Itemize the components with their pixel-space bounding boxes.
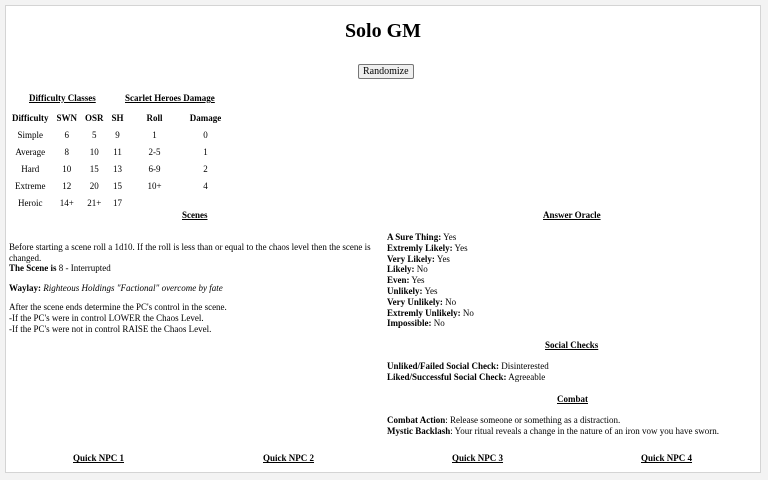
oracle-list — [387, 232, 757, 329]
combat-heading: Combat — [557, 394, 588, 404]
combat-section — [387, 415, 757, 437]
oracle-label: Unlikely: — [387, 285, 423, 296]
quick-npc-2-link[interactable]: Quick NPC 2 — [263, 453, 315, 463]
table-row — [8, 143, 230, 160]
oracle-label: Very Unlikely: — [387, 296, 443, 307]
oracle-value: No — [445, 296, 457, 307]
scene-value: 8 - Interrupted — [58, 263, 111, 274]
table-cell: Simple — [17, 129, 43, 140]
oracle-label: Impossible: — [387, 318, 432, 329]
oracle-item — [387, 254, 757, 265]
oracle-value: No — [462, 307, 474, 318]
table-cell: 2-5 — [148, 146, 161, 157]
table-cell: 1 — [203, 146, 208, 157]
oracle-value: Yes — [436, 253, 450, 264]
col-gap — [128, 194, 136, 211]
after-scene-raise: -If the PC's were not in control RAISE the Chaos Level. — [9, 323, 212, 334]
combat-action-label: Combat Action — [387, 415, 446, 425]
quick-npc-1-link[interactable]: Quick NPC 1 — [73, 453, 125, 463]
table-cell: 17 — [113, 197, 123, 208]
table-cell — [136, 194, 174, 211]
col-gap — [128, 126, 136, 143]
table-cell: 4 — [203, 180, 208, 191]
col-gap — [174, 143, 182, 160]
table-cell: Average — [15, 146, 46, 157]
scarlet-heroes-damage-heading: Scarlet Heroes Damage — [125, 93, 215, 103]
social-failed-label: Unliked/Failed Social Check: — [387, 361, 500, 371]
oracle-label: Likely: — [387, 264, 415, 275]
after-scene-text: After the scene ends determine the PC's control in the scene. — [9, 302, 227, 313]
table-header-row — [8, 109, 230, 126]
oracle-value: Yes — [424, 285, 438, 296]
col-header: OSR — [85, 112, 104, 123]
page-title: Solo GM — [344, 20, 422, 42]
quick-npc-4-link[interactable]: Quick NPC 4 — [641, 453, 693, 463]
scenes-heading: Scenes — [182, 210, 208, 220]
table-cell: 15 — [89, 163, 99, 174]
oracle-label: Extremly Unlikely: — [387, 307, 461, 318]
col-gap — [174, 177, 182, 194]
waylay — [9, 283, 381, 294]
oracle-item — [387, 286, 757, 297]
oracle-label: Even: — [387, 275, 410, 286]
oracle-value: Yes — [454, 242, 468, 253]
table-cell: Hard — [21, 163, 40, 174]
oracle-item — [387, 308, 757, 319]
table-cell — [182, 194, 230, 211]
answer-oracle-heading: Answer Oracle — [543, 210, 601, 220]
table-cell: 15 — [113, 180, 123, 191]
combat-action — [387, 415, 757, 426]
table-cell: 5 — [92, 129, 97, 140]
waylay-label: Waylay: — [9, 282, 42, 293]
col-gap — [128, 160, 136, 177]
oracle-label: A Sure Thing: — [387, 232, 442, 242]
social-failed — [387, 361, 757, 372]
table-cell: 8 — [64, 146, 69, 157]
col-gap — [174, 126, 182, 143]
table-cell: 2 — [203, 163, 208, 174]
table-cell: Extreme — [15, 180, 46, 191]
oracle-item — [387, 243, 757, 254]
social-checks-heading: Social Checks — [545, 340, 599, 350]
oracle-item — [387, 264, 757, 275]
table-cell: 10+ — [147, 180, 162, 191]
col-header: Roll — [146, 112, 163, 123]
table-cell: 11 — [113, 146, 122, 157]
table-row — [8, 194, 230, 211]
oracle-value: No — [416, 264, 428, 275]
social-failed-value: Disinterested — [501, 361, 549, 371]
table-cell: 10 — [62, 163, 72, 174]
difficulty-classes-heading: Difficulty Classes — [29, 93, 96, 103]
social-success — [387, 372, 757, 383]
after-scene-lower: -If the PC's were in control LOWER the Chaos Level. — [9, 312, 204, 323]
table-cell: 9 — [115, 129, 120, 140]
oracle-label: Extremly Likely: — [387, 242, 453, 253]
col-gap — [128, 143, 136, 160]
scene-label: The Scene is — [9, 263, 57, 274]
table-row — [8, 126, 230, 143]
table-cell: Heroic — [18, 197, 43, 208]
table-cell: 20 — [89, 180, 99, 191]
col-gap — [174, 109, 182, 126]
col-gap — [174, 160, 182, 177]
oracle-value: No — [433, 318, 445, 329]
oracle-value: Yes — [443, 232, 457, 242]
table-row — [8, 177, 230, 194]
social-section — [387, 361, 757, 383]
social-success-value: Agreeable — [508, 371, 546, 382]
col-header: SWN — [56, 112, 78, 123]
col-header: Difficulty — [12, 112, 49, 123]
table-cell: 12 — [62, 180, 72, 191]
table-cell: 1 — [152, 129, 157, 140]
oracle-value: Yes — [411, 275, 425, 286]
table-cell: 0 — [203, 129, 208, 140]
col-header: SH — [111, 112, 124, 123]
social-success-label: Liked/Successful Social Check: — [387, 371, 507, 382]
table-row — [8, 160, 230, 177]
col-header: Damage — [189, 112, 222, 123]
table-cell: 13 — [113, 163, 123, 174]
difficulty-table — [8, 109, 230, 211]
mystic-backlash-label: Mystic Backlash — [387, 425, 451, 436]
table-cell: 14+ — [59, 197, 74, 208]
oracle-item — [387, 318, 757, 329]
col-gap — [128, 177, 136, 194]
table-cell: 6 — [64, 129, 69, 140]
mystic-backlash — [387, 426, 757, 437]
table-cell: 21+ — [87, 197, 102, 208]
table-cell: 10 — [89, 146, 99, 157]
waylay-value: Righteous Holdings "Factional" overcome by fate — [43, 282, 223, 293]
col-gap — [174, 194, 182, 211]
oracle-item — [387, 275, 757, 286]
page — [5, 5, 761, 473]
combat-action-value: : Release someone or something as a distraction. — [445, 415, 621, 425]
scenes-intro: Before starting a scene roll a 1d10. If the roll is less than or equal to the chaos level then the scene is changed. — [9, 242, 371, 263]
oracle-label: Very Likely: — [387, 253, 435, 264]
scene-result — [9, 263, 381, 274]
oracle-item — [387, 232, 757, 243]
mystic-backlash-value: : Your ritual reveals a change in the nature of an iron vow you have sworn. — [450, 425, 719, 436]
col-gap — [128, 109, 136, 126]
table-cell: 6-9 — [148, 163, 161, 174]
scenes-section — [9, 242, 381, 334]
randomize-button[interactable]: Randomize — [358, 64, 414, 79]
oracle-item — [387, 297, 757, 308]
quick-npc-3-link[interactable]: Quick NPC 3 — [452, 453, 504, 463]
